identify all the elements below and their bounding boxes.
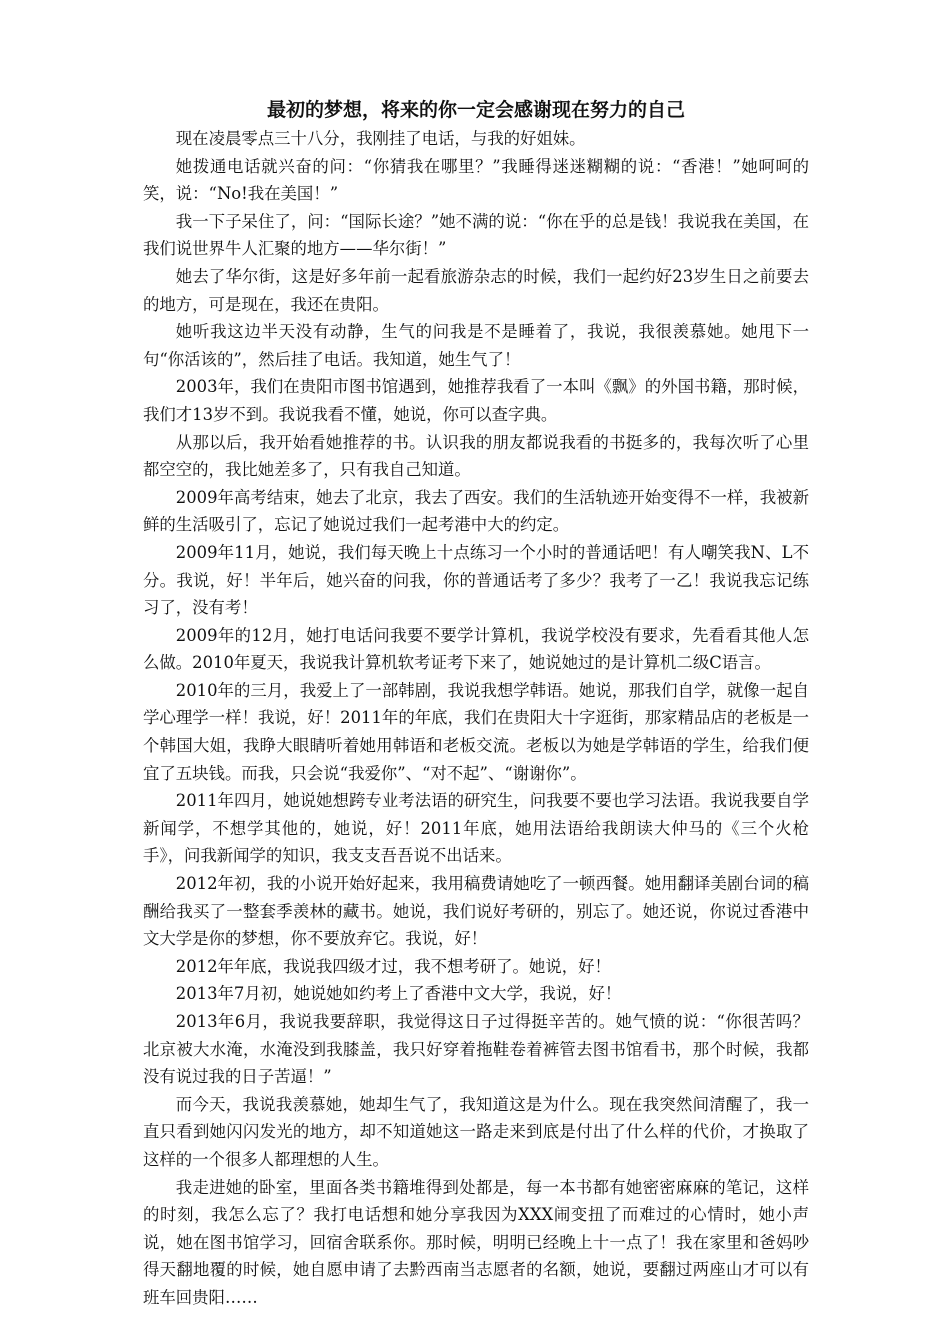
paragraph-7: 从那以后，我开始看她推荐的书。认识我的朋友都说我看的书挺多的，我每次听了心里都空空的，我比她差多了，只有我自己知道。: [143, 432, 809, 480]
paragraph-9: 2009年11月，她说，我们每天晚上十点练习一个小时的普通话吧！有人嘲笑我N、L不分。我说，好！半年后，她兴奋的问我，你的普通话考了多少？我考了一乙！我说我忘记练习了，没有考！: [143, 542, 809, 618]
paragraph-13: 2012年初，我的小说开始好起来，我用稿费请她吃了一顿西餐。她用翻译美剧台词的稿酬给我买了一整套季羡林的藏书。她说，我们说好考研的，别忘了。她还说，你说过香港中文大学是你的梦想，你不要放弃它。我说，好！: [143, 874, 809, 949]
paragraph-6: 2003年，我们在贵阳市图书馆遇到，她推荐我看了一本叫《飘》的外国书籍，那时候，我们才13岁不到。我说我看不懂，她说，你可以查字典。: [143, 377, 809, 424]
paragraph-3: 我一下子呆住了，问：“国际长途？”她不满的说：“你在乎的总是钱！我说我在美国，在我们说世界牛人汇聚的地方——华尔街！”: [143, 211, 809, 259]
paragraph-2: 她拨通电话就兴奋的问：“你猜我在哪里？”我睡得迷迷糊糊的说：“香港！”她呵呵的笑，说：“No!我在美国！”: [143, 156, 809, 204]
paragraph-5: 她听我这边半天没有动静，生气的问我是不是睡着了，我说，我很羡慕她。她甩下一句“你活该的”，然后挂了电话。我知道，她生气了！: [143, 322, 809, 369]
paragraph-4: 她去了华尔街，这是好多年前一起看旅游杂志的时候，我们一起约好23岁生日之前要去的地方，可是现在，我还在贵阳。: [143, 266, 809, 314]
paragraph-10: 2009年的12月，她打电话问我要不要学计算机，我说学校没有要求，先看看其他人怎么做。2010年夏天，我说我计算机软考证考下来了，她说她过的是计算机二级C语言。: [143, 625, 809, 673]
paragraph-15: 2013年7月初，她说她如约考上了香港中文大学，我说，好！: [175, 984, 622, 1004]
paragraph-16: 2013年6月，我说我要辞职，我觉得这日子过得挺辛苦的。她气愤的说：“你很苦吗？北京被大水淹，水淹没到我膝盖，我只好穿着拖鞋卷着裤管去图书馆看书，那个时候，我都没有说过我的日子苦逼！”: [143, 1012, 809, 1087]
document-title: 最初的梦想，将来的你一定会感谢现在努力的自己: [266, 99, 685, 121]
paragraph-11: 2010年的三月，我爱上了一部韩剧，我说我想学韩语。她说，那我们自学，就像一起自学心理学一样！我说，好！2011年的年底，我们在贵阳大十字逛街，那家精品店的老板是一个韩国大姐，我睁大眼睛听着她用韩语和老板交流。老板以为她是学韩语的学生，给我们便宜了五块钱。而我，只会说“我爱你”、“对不起”、“谢谢你”。: [143, 680, 809, 783]
paragraph-1: 现在凌晨零点三十八分，我刚挂了电话，与我的好姐妹。: [175, 129, 586, 148]
paragraph-17: 而今天，我说我羡慕她，她却生气了，我知道这是为什么。现在我突然间清醒了，我一直只看到她闪闪发光的地方，却不知道她这一路走来到底是付出了什么样的代价，才换取了这样的一个很多人都理想的人生。: [143, 1094, 809, 1169]
document-body: [143, 96, 809, 1312]
paragraph-12: 2011年四月，她说她想跨专业考法语的研究生，问我要不要也学习法语。我说我要自学新闻学，不想学其他的，她说，好！2011年底，她用法语给我朗读大仲马的《三个火枪手》，问我新闻学的知识，我支支吾吾说不出话来。: [143, 791, 809, 866]
paragraph-14: 2012年年底，我说我四级才过，我不想考研了。她说，好！: [175, 956, 611, 976]
paragraph-8: 2009年高考结束，她去了北京，我去了西安。我们的生活轨迹开始变得不一样，我被新鲜的生活吸引了，忘记了她说过我们一起考港中大的约定。: [143, 487, 809, 535]
paragraph-18: 我走进她的卧室，里面各类书籍堆得到处都是，每一本书都有她密密麻麻的笔记，这样的时刻，我怎么忘了？我打电话想和她分享我因为XXX闹变扭了而难过的心情时，她小声说，她在图书馆学习，回宿舍联系你。那时候，明明已经晚上十一点了！我在家里和爸妈吵得天翻地覆的时候，她自愿申请了去黔西南当志愿者的名额，她说，要翻过两座山才可以有班车回贵阳……: [143, 1177, 809, 1307]
